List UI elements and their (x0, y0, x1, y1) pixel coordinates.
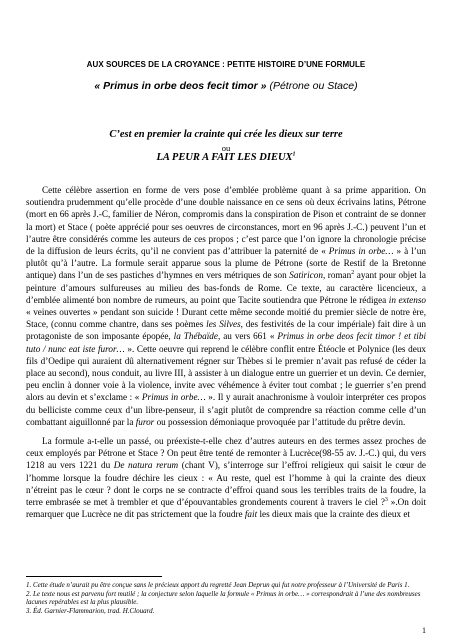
document-title (26, 80, 426, 92)
epigraph-line-2-text: LA PEUR A FAIT LES DIEUX (156, 152, 293, 163)
body-text (26, 184, 426, 520)
footnote-2: 2. Le texte nous est parvenu fort mutilé ; la conjecture selon laquelle la formule « Primus in orbe… » correspondrait à l’une des nombreuses lacunes repérables est la plus plausible. (26, 589, 421, 607)
paragraph-1: Cette célèbre assertion en forme de vers pose d’emblée problème quant à sa prime apparition. On soutiendra prudemment qu’elle procède d’une double naissance en ce sens où deux écrivains latins, Pétrone (mort en 66 après J.-C, familier de Néron, compromis dans la conspiration de Pison et contraint de se donner la mort) et Stace ( poète apprécié pour ses oeuvres de circonstances, mort en 96 après J.-C.) peuvent l’un et l’autre être considérés comme les auteurs de ces propos ; c’est parce que l’on ignore la chronologie précise de la diffusion de leurs écrits, qu’il ne convient pas d’attribuer la paternité de « Primus in orbe… » à l’un plutôt qu’à l’autre. La formule serait apparue sous la plume de Pétrone (sorte de Restif de la Bretonne antique) dans l’un de ses pastiches d’hymnes en vers métriques de son Satiricon, roman$^2$ ayant pour objet la peinture d’amours sulfureuses au milieu des bas-fonds de Rome. Ce texte, au caractère licencieux, a d’emblée alimenté bon nombre de rumeurs, au point que Tacite soutiendra que Pétrone le rédigea in extenso « veines ouvertes » pendant son suicide ! Durant cette même seconde moitié du premier siècle de notre ère, Stace, (connu comme chantre, dans ses poèmes les Silves, des festivités de la cour impériale) fait dire à un protagoniste de son imposante épopée, la Thébaïde, au vers 661 « Primus in orbe deos fecit timor ! et tibi tuto / nunc eat iste furor… ». Cette oeuvre qui reprend le célèbre conflit entre Étéocle et Polynice (les deux fils d’Oedipe qui auraient dû alternativement régner sur Thèbes si le premier n’avait pas refusé de céder la place au second), nous conduit, au livre III, à assister à un dialogue entre un guerrier et un devin. Ce dernier, peu enclin à donner voie à la violence, invite avec véhémence à éviter tout combat ; le guerrier s’en prend alors au devin et s’exclame : « Primus in orbe… ». Il y aurait anachronisme à vouloir interpréter ces propos du belliciste comme ceux d’un libre-penseur, il s’agit plutôt de comprendre sa réaction comme celle d’un combattant aiguillonné par la furor ou possession démoniaque provoquée par l’attitude du prêtre devin. (26, 185, 427, 427)
footnote-1: 1. Cette étude n’aurait pu être conçue sans le précieux apport du regretté Jean Deprun qui fut notre professeur à l’Université de Paris 1. (26, 581, 410, 589)
overtitle: AUX SOURCES DE LA CROYANCE : PETITE HISTOIRE D’UNE FORMULE (86, 60, 366, 69)
footnote-separator (26, 576, 162, 577)
title-sub: (Pétrone ou Stace) (269, 80, 358, 92)
footnotes (26, 581, 426, 615)
page-number: 1 (422, 626, 426, 635)
footnote-ref-2: 2 (351, 270, 355, 277)
footnote-ref-1: 1 (292, 151, 296, 158)
epigraph-line-1: C’est en premier la crainte qui crée les dieux sur terre (109, 129, 343, 140)
title-main: « Primus in orbe deos fecit timor » (94, 80, 267, 92)
epigraph-line-2 (26, 152, 426, 163)
footnote-ref-3: 3 (384, 497, 388, 504)
footnote-3: 3. Éd. Garnier-Flammarion, trad. H.Clouard. (26, 606, 155, 615)
epigraph-or: ou (221, 143, 231, 153)
paragraph-2: La formule a-t-elle un passé, ou préexiste-t-elle chez d’autres auteurs en des termes assez proches de ceux employés par Pétrone et Stace ? On peut être tenté de remonter à Lucrèce(98-55 av. J.-C.) qui, du vers 1218 au vers 1221 du De natura rerum (chant V), s’interroge sur l’effroi religieux qui saisit le cœur de l’homme lorsque la foudre déchire les cieux : « Au reste, quel est l’homme à qui la crainte des dieux n’étreint pas le cœur ? dont le corps ne se contracte d’effroi quand sous les terribles traits de la foudre, la terre embrasée se met à trembler et que d’épouvantables grondements courent à travers le ciel ?$^3$ ».On doit remarquer que Lucrèce ne dit pas strictement que la foudre fait les dieux mais que la crainte des dieux et (26, 436, 426, 520)
